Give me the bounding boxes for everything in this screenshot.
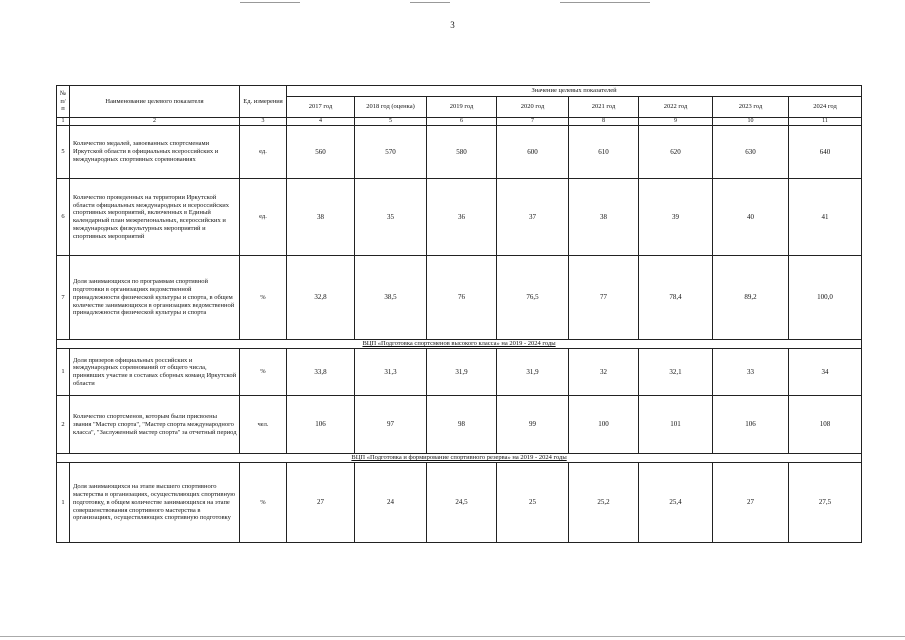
value-cell: 77	[569, 256, 639, 340]
indicator-name: Доля призеров официальных российских и международных соревнований от общего числа, принявших участие в составах сборных команд Иркутской области	[70, 349, 240, 396]
column-numbers-row	[57, 118, 862, 126]
section-2-title-row	[57, 340, 862, 349]
value-cell: 580	[427, 126, 497, 179]
value-cell: 78,4	[639, 256, 713, 340]
column-number: 2	[70, 118, 240, 126]
value-cell: 560	[287, 126, 355, 179]
value-cell: 76,5	[497, 256, 569, 340]
value-cell: 89,2	[713, 256, 789, 340]
value-cell: 100	[569, 396, 639, 454]
section-2-rows	[57, 349, 862, 454]
column-number: 4	[287, 118, 355, 126]
section-3-title: ВЦП «Подготовка и формирование спортивного резерва» на 2019 - 2024 годы	[57, 454, 862, 463]
header-year: 2017 год	[287, 97, 355, 118]
value-cell: 27,5	[789, 463, 862, 543]
value-cell: 34	[789, 349, 862, 396]
scan-edge-line-3	[560, 2, 650, 3]
column-number: 9	[639, 118, 713, 126]
value-cell: 27	[287, 463, 355, 543]
header-year: 2020 год	[497, 97, 569, 118]
value-cell: 32,8	[287, 256, 355, 340]
column-number: 1	[57, 118, 70, 126]
header-name: Наименование целевого показателя	[70, 86, 240, 118]
section-3-title-row	[57, 454, 862, 463]
row-number: 6	[57, 179, 70, 256]
value-cell: 40	[713, 179, 789, 256]
value-cell: 620	[639, 126, 713, 179]
scan-bottom-edge	[0, 636, 905, 637]
unit-cell: чел.	[240, 396, 287, 454]
value-cell: 76	[427, 256, 497, 340]
indicator-name: Количество спортсменов, которым были присвоены звания "Мастер спорта", "Мастер спорта международного класса", "Заслуженный мастер спорта" за отчетный период	[70, 396, 240, 454]
value-cell: 33	[713, 349, 789, 396]
table-row	[57, 349, 862, 396]
value-cell: 610	[569, 126, 639, 179]
value-cell: 99	[497, 396, 569, 454]
value-cell: 101	[639, 396, 713, 454]
value-cell: 32	[569, 349, 639, 396]
row-number: 7	[57, 256, 70, 340]
table-row	[57, 179, 862, 256]
header-row	[57, 86, 862, 97]
target-indicators-table	[56, 85, 862, 543]
value-cell: 98	[427, 396, 497, 454]
value-cell: 37	[497, 179, 569, 256]
header-unit: Ед. измерения	[240, 86, 287, 118]
column-number: 10	[713, 118, 789, 126]
value-cell: 600	[497, 126, 569, 179]
page-number: 3	[450, 20, 455, 30]
value-cell: 31,9	[497, 349, 569, 396]
header-num: № п/п	[57, 86, 70, 118]
table-row	[57, 256, 862, 340]
table-row	[57, 396, 862, 454]
header-year: 2019 год	[427, 97, 497, 118]
indicator-name: Количество проведенных на территории Иркутской области официальных международных и всероссийских спортивных мероприятий, включенных в Единый календарный план межрегиональных, всероссийских и международных физкультурных мероприятий и спортивных мероприятий	[70, 179, 240, 256]
value-cell: 106	[713, 396, 789, 454]
value-cell: 630	[713, 126, 789, 179]
value-cell: 33,8	[287, 349, 355, 396]
value-cell: 31,3	[355, 349, 427, 396]
column-number: 8	[569, 118, 639, 126]
scan-edge-line-1	[240, 2, 300, 3]
unit-cell: ед.	[240, 126, 287, 179]
value-cell: 31,9	[427, 349, 497, 396]
value-cell: 106	[287, 396, 355, 454]
table-row	[57, 126, 862, 179]
value-cell: 38	[287, 179, 355, 256]
indicator-name: Доля занимающихся по программам спортивной подготовки в организациях ведомственной принадлежности физической культуры и спорта, в общем количестве занимающихся в организациях ведомственной принадлежности физической культуры и спорта	[70, 256, 240, 340]
value-cell: 25,2	[569, 463, 639, 543]
column-number: 11	[789, 118, 862, 126]
indicator-name: Количество медалей, завоеванных спортсменами Иркутской области в официальных всероссийских и международных спортивных соревнованиях	[70, 126, 240, 179]
value-cell: 39	[639, 179, 713, 256]
column-number: 5	[355, 118, 427, 126]
value-cell: 108	[789, 396, 862, 454]
header-year: 2022 год	[639, 97, 713, 118]
value-cell: 24,5	[427, 463, 497, 543]
row-number: 5	[57, 126, 70, 179]
table-row	[57, 463, 862, 543]
indicator-name: Доля занимающихся на этапе высшего спортивного мастерства в организациях, осуществляющих спортивную подготовку, в общем количестве занимающихся на этапе совершенствования спортивного мастерства в организациях, осуществляющих спортивную подготовку	[70, 463, 240, 543]
value-cell: 35	[355, 179, 427, 256]
header-year: 2023 год	[713, 97, 789, 118]
value-cell: 36	[427, 179, 497, 256]
header-values: Значение целевых показателей	[287, 86, 862, 97]
value-cell: 25	[497, 463, 569, 543]
row-number: 2	[57, 396, 70, 454]
section-2-title: ВЦП «Подготовка спортсменов высокого класса» на 2019 - 2024 годы	[57, 340, 862, 349]
value-cell: 32,1	[639, 349, 713, 396]
header-year: 2021 год	[569, 97, 639, 118]
unit-cell: %	[240, 463, 287, 543]
value-cell: 640	[789, 126, 862, 179]
value-cell: 97	[355, 396, 427, 454]
value-cell: 100,0	[789, 256, 862, 340]
value-cell: 25,4	[639, 463, 713, 543]
value-cell: 38,5	[355, 256, 427, 340]
value-cell: 570	[355, 126, 427, 179]
row-number: 1	[57, 349, 70, 396]
scan-edge-line-2	[410, 2, 450, 3]
section-1-rows	[57, 126, 862, 340]
header-year: 2024 год	[789, 97, 862, 118]
column-number: 7	[497, 118, 569, 126]
value-cell: 24	[355, 463, 427, 543]
column-number: 6	[427, 118, 497, 126]
header-year: 2018 год (оценка)	[355, 97, 427, 118]
value-cell: 27	[713, 463, 789, 543]
unit-cell: %	[240, 256, 287, 340]
section-3-rows	[57, 463, 862, 543]
column-number: 3	[240, 118, 287, 126]
value-cell: 41	[789, 179, 862, 256]
row-number: 1	[57, 463, 70, 543]
unit-cell: ед.	[240, 179, 287, 256]
value-cell: 38	[569, 179, 639, 256]
unit-cell: %	[240, 349, 287, 396]
